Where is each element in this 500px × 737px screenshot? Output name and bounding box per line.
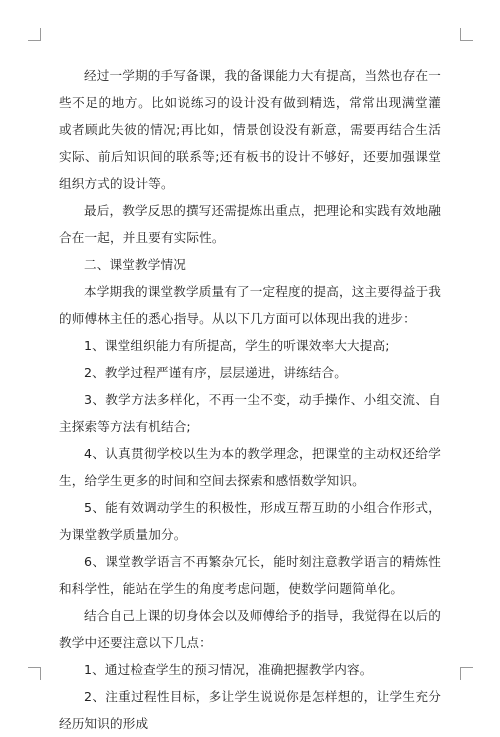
paragraph-future-notes: 结合自己上课的切身体会以及师傅给予的指导，我觉得在以后的教学中还要注意以下几点： [59, 608, 441, 650]
paragraph-lesson-prep: 经过一学期的手写备课，我的备课能力大有提高，当然也存在一些不足的地方。比如说练习的设计没有做到精选，常常出现满堂灌或者顾此失彼的情况;再比如，情景创设没有新意，需要再结合生活实际、前后知识间的联系等;还有板书的设计不够好，还要加强课堂组织方式的设计等。 [59, 68, 441, 191]
crop-mark-bottom-left [28, 667, 41, 680]
list-item-5: 5、能有效调动学生的积极性，形成互帮互助的小组合作形式，为课堂教学质量加分。 [59, 500, 441, 542]
crop-mark-top-right [460, 28, 473, 41]
list-item-3: 3、教学方法多样化，不再一尘不变，动手操作、小组交流、自主探索等方法有机结合; [59, 392, 441, 434]
list-item-4: 4、认真贯彻学校以生为本的教学理念，把课堂的主动权还给学生，给学生更多的时间和空间去探索和感悟数学知识。 [59, 446, 441, 488]
crop-mark-bottom-right [460, 667, 473, 680]
document-body [59, 62, 441, 737]
crop-mark-top-left [28, 28, 41, 41]
list-item-1: 1、课堂组织能力有所提高，学生的听课效率大大提高; [84, 338, 390, 353]
note-item-2: 2、注重过程性目标，多让学生说说你是怎样想的，让学生充分经历知识的形成 [59, 689, 441, 731]
paragraph-teaching-quality: 本学期我的课堂教学质量有了一定程度的提高，这主要得益于我的师傅林主任的悉心指导。从以下几方面可以体现出我的进步： [59, 284, 441, 326]
paragraph-reflection: 最后，教学反思的撰写还需提炼出重点，把理论和实践有效地融合在一起，并且要有实际性。 [59, 203, 441, 245]
list-item-6: 6、课堂教学语言不再繁杂冗长，能时刻注意教学语言的精炼性和科学性，能站在学生的角度考虑问题，使数学问题简单化。 [59, 554, 441, 596]
list-item-2: 2、教学过程严谨有序，层层递进，讲练结合。 [84, 365, 348, 380]
section-heading-classroom-teaching: 二、课堂教学情况 [84, 257, 186, 272]
note-item-1: 1、通过检查学生的预习情况，准确把握教学内容。 [84, 662, 373, 677]
